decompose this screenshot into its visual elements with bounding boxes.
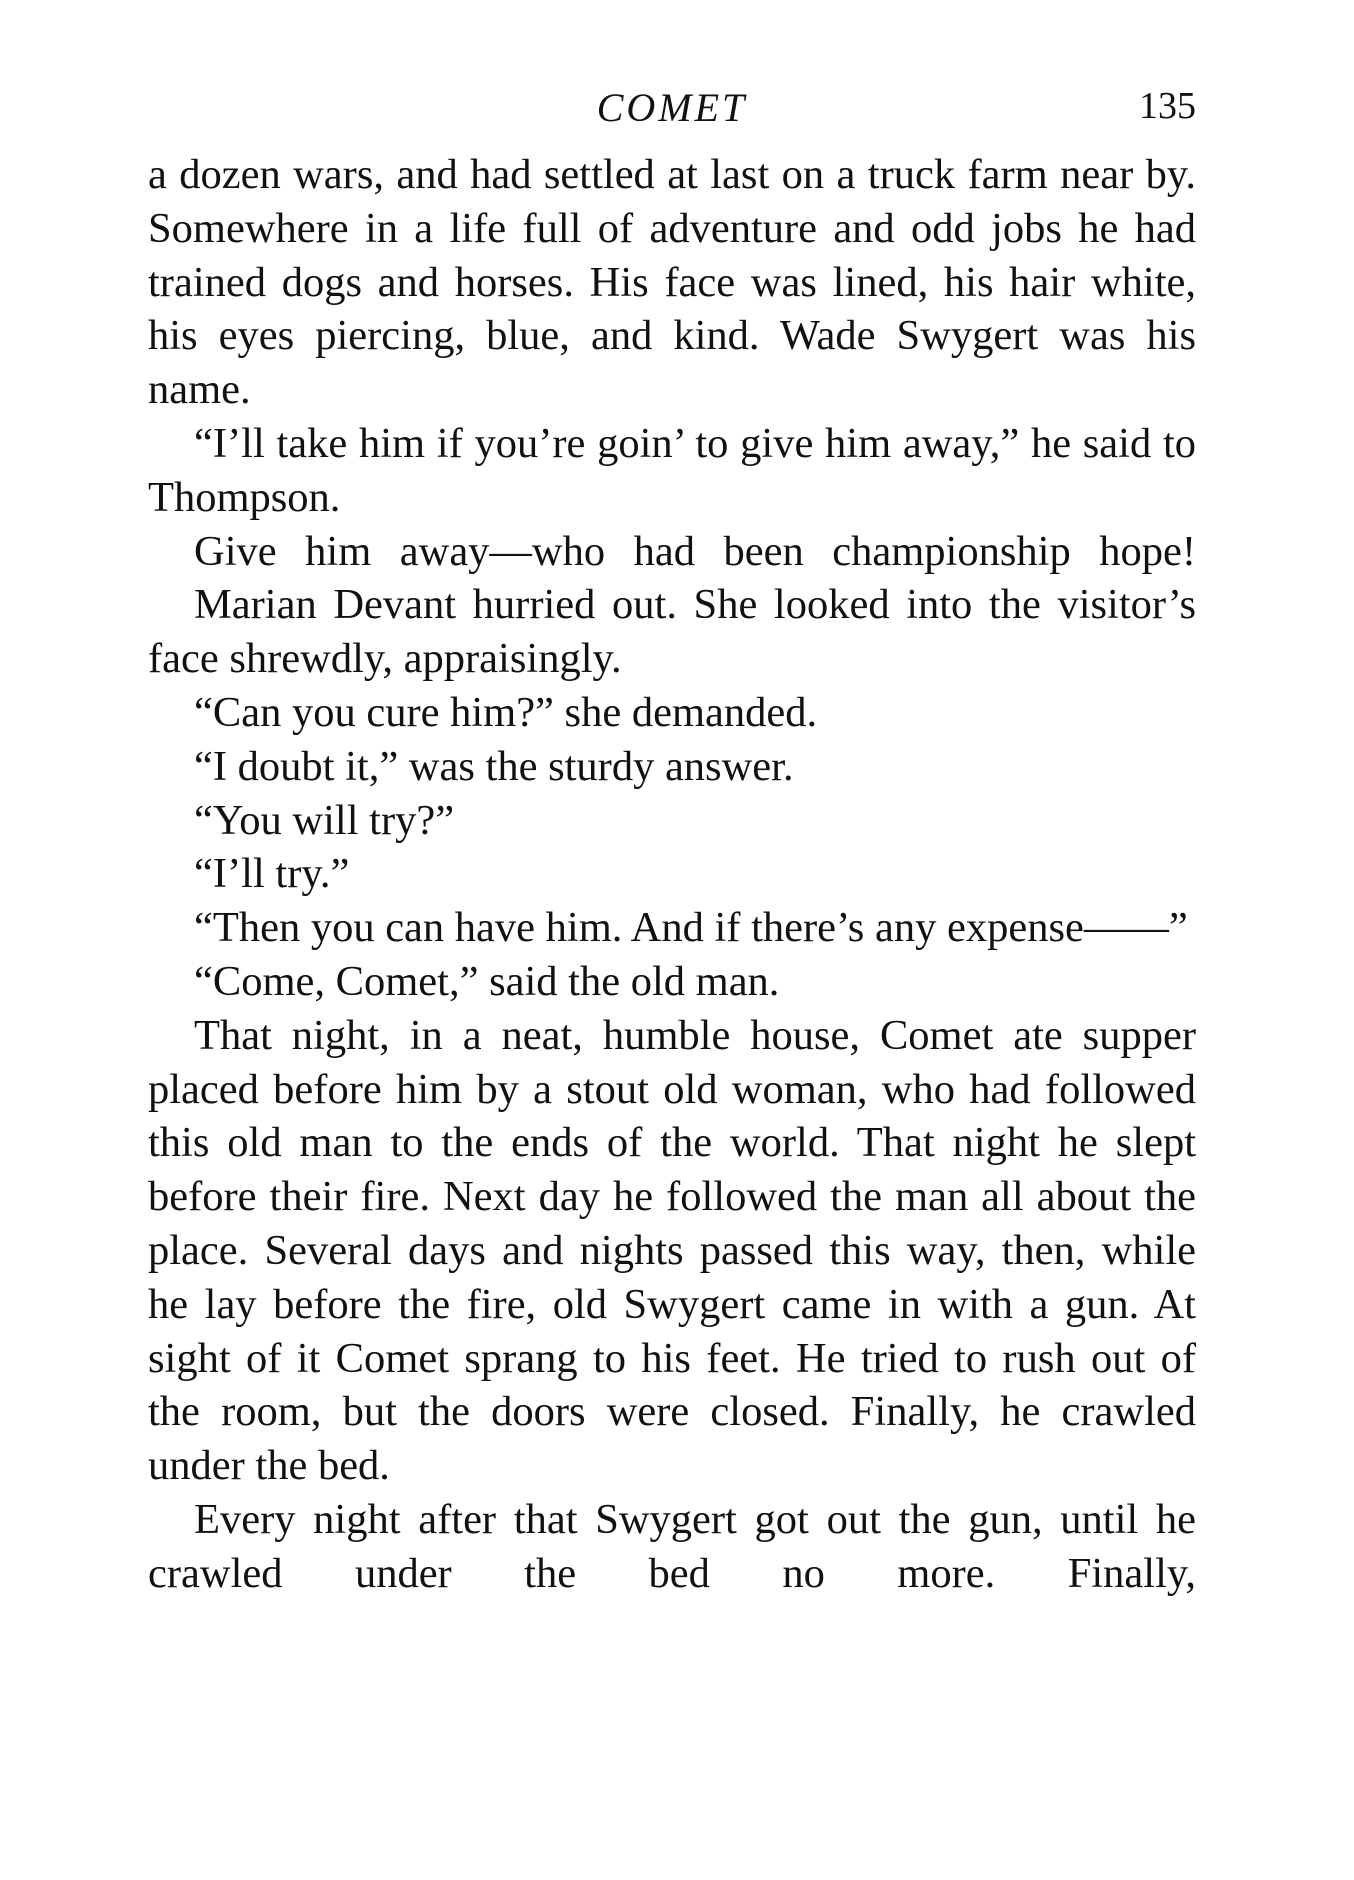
paragraph: “Then you can have him. And if there’s any expense——” — [194, 904, 1188, 952]
paragraph: “I’ll try.” — [194, 850, 350, 898]
running-title: COMET — [596, 85, 748, 130]
paragraph: Give him away—who had been championship hope! — [194, 527, 1196, 575]
paragraph-continued: a dozen wars, and had settled at last on a truck farm near by. Somewhere in a life full of adventure and odd jobs he had trained dogs and horses. His face was lined, his hair white, his eyes piercing, blue, and kind. Wade Swygert was his name. — [148, 151, 1196, 414]
paragraph: “Come, Comet,” said the old man. — [194, 957, 780, 1005]
book-page — [148, 78, 1196, 1601]
paragraph: “I doubt it,” was the sturdy answer. — [194, 742, 794, 790]
paragraph: Marian Devant hurried out. She looked into the visitor’s face shrewdly, appraisingly. — [148, 581, 1196, 683]
paragraph: That night, in a neat, humble house, Comet ate supper placed before him by a stout old woman, who had followed this old man to the ends of the world. That night he slept before their fire. Next day he followed the man all about the place. Several days and nights passed this way, then, while he lay before the fire, old Swygert came in with a gun. At sight of it Comet sprang to his feet. He tried to rush out of the room, but the doors were closed. Finally, he crawled under the bed. — [148, 1011, 1196, 1490]
running-head — [148, 78, 1196, 148]
paragraph: “You will try?” — [194, 796, 455, 844]
paragraph: Every night after that Swygert got out the gun, until he crawled under the bed no more. Finally, — [148, 1495, 1196, 1597]
paragraph: “Can you cure him?” she demanded. — [194, 688, 818, 736]
paragraph: “I’ll take him if you’re goin’ to give him away,” he said to Thompson. — [148, 419, 1196, 521]
page-number: 135 — [1139, 85, 1196, 127]
body-text — [148, 148, 1196, 1601]
